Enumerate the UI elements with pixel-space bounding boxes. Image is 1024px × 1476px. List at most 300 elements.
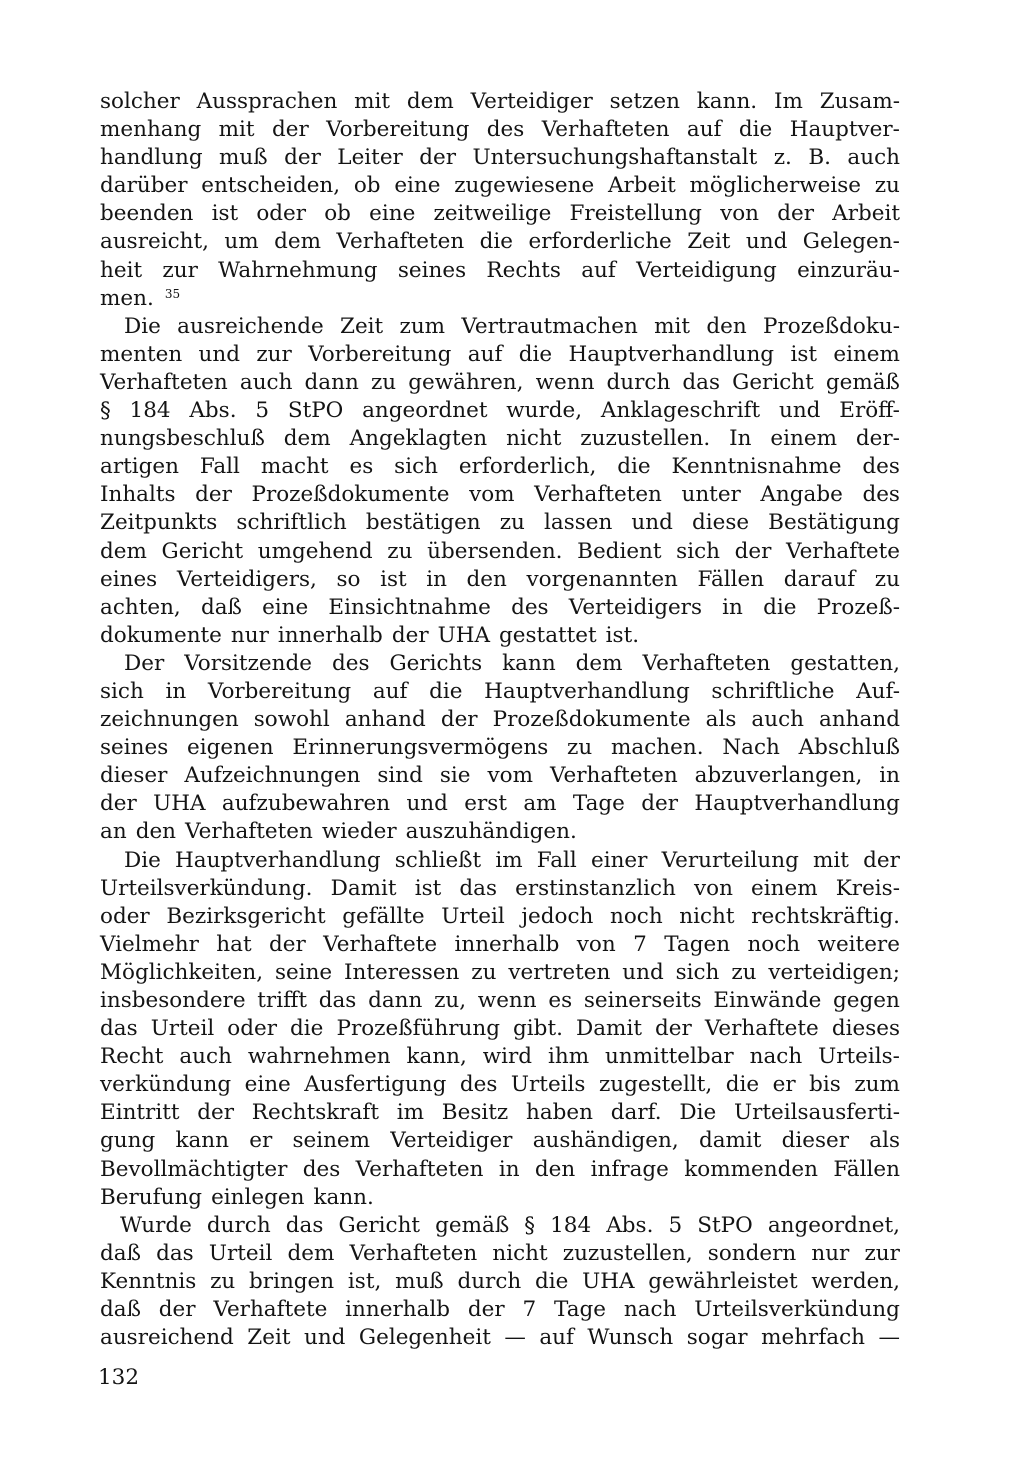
word: Urteil [441, 903, 505, 929]
word: Bestätigung [768, 510, 900, 536]
word: die [518, 341, 553, 367]
word: 5 [668, 1212, 683, 1238]
word: auf [467, 341, 503, 367]
word: erst [464, 791, 507, 817]
word: den [534, 1156, 576, 1182]
text-line [100, 678, 900, 706]
word: weitere [817, 931, 900, 957]
word: eine [369, 201, 416, 227]
word: der [863, 847, 900, 873]
word: er [772, 1072, 796, 1098]
word: sich [394, 454, 438, 480]
word: und [631, 510, 673, 536]
word: wenn [477, 988, 537, 1013]
word: sondern [707, 1240, 797, 1266]
word: Die [124, 847, 161, 873]
text-line [100, 453, 900, 481]
word: achten, [100, 594, 181, 620]
word: einem [833, 341, 900, 367]
word: heit [100, 257, 143, 283]
word: sind [377, 763, 423, 789]
text-line [100, 313, 900, 341]
word: nur [811, 1240, 850, 1266]
word: wird [482, 1044, 533, 1070]
word: Zeit [247, 1325, 291, 1351]
word: Hauptverhandlung [568, 341, 775, 367]
word: werden, [811, 1268, 900, 1294]
text-line [100, 228, 900, 256]
word: Abschluß [798, 735, 900, 761]
word: Verteidigung [636, 257, 777, 283]
word: handlung [100, 145, 203, 171]
word: zu [210, 1268, 236, 1294]
word: der [271, 117, 309, 143]
word: machen. [611, 735, 704, 761]
word: Prozeßdokumente [251, 482, 450, 508]
word: Vertrautmachen [461, 313, 638, 339]
word: StPO [287, 398, 344, 424]
text-line [100, 425, 900, 453]
word: unmittelbar [605, 1044, 734, 1070]
word: der [195, 482, 232, 508]
word: menten [100, 341, 183, 367]
word: daß [100, 1297, 141, 1323]
word: sowohl [253, 707, 330, 733]
word: dieser [100, 763, 168, 789]
text-line [100, 144, 900, 172]
word: dem [100, 538, 147, 564]
word: jedoch [521, 903, 594, 929]
word: StPO [697, 1212, 753, 1238]
text-line [100, 1043, 900, 1071]
word: von [576, 931, 616, 957]
word: ist [414, 875, 442, 901]
word: gestattet [499, 622, 597, 648]
word: kann. [313, 1184, 374, 1210]
text-line [100, 762, 900, 790]
word: rechtskräftig. [751, 903, 900, 929]
word: gegen [833, 988, 900, 1013]
word: den [706, 313, 747, 339]
word: in [498, 1156, 520, 1182]
word: Fällen [697, 566, 765, 592]
word: es [548, 988, 573, 1013]
word: als [705, 707, 737, 733]
word: hat [216, 931, 252, 957]
word: als [869, 1128, 900, 1154]
word: noch [747, 931, 801, 957]
paragraph-1 [100, 88, 900, 313]
word: innerhalb [345, 1297, 451, 1323]
word: bestätigen [365, 510, 481, 536]
word: wieder [321, 819, 397, 845]
word: Verhafteten [642, 650, 771, 676]
word: Wahrnehmung [218, 257, 378, 283]
word: Verhafteten [185, 819, 313, 845]
word: Recht [100, 1044, 164, 1070]
word: zu [874, 173, 900, 199]
word: wenn [535, 369, 595, 395]
word: seines [100, 735, 169, 761]
word: zeichnungen [100, 707, 239, 733]
text-line [100, 538, 900, 566]
word: zum [854, 1072, 900, 1098]
word: zu [387, 538, 413, 564]
word: ist. [605, 622, 640, 648]
text-line [100, 1296, 900, 1324]
word: kann. [696, 89, 758, 114]
word: damit [698, 1128, 762, 1154]
word: zuzustellen. [580, 426, 711, 452]
word: mit [354, 89, 391, 114]
word: gemäß [435, 1212, 510, 1238]
text-line [100, 818, 900, 846]
word: Urteils [510, 1072, 586, 1098]
word: der [641, 791, 679, 817]
word: § [524, 1212, 536, 1238]
word: Hauptverhandlung [694, 791, 900, 817]
word: wurde, [506, 398, 583, 424]
word: Gelegen- [802, 229, 900, 255]
text-line [100, 341, 900, 369]
word: Tagen [664, 931, 731, 957]
word: Gelegenheit [358, 1325, 491, 1351]
word: Kenntnisnahme [671, 454, 842, 480]
word: der [100, 791, 137, 817]
word: zu [874, 566, 900, 592]
word: die [725, 1072, 760, 1098]
word: Abs. [606, 1212, 654, 1238]
word: Prozeßführung [336, 1016, 500, 1042]
word: Prozeßdokumente [492, 707, 691, 733]
word: vom [487, 763, 533, 789]
word: die [738, 117, 773, 143]
word: Gericht [732, 369, 814, 395]
word: Die [124, 313, 161, 339]
word: möglicherweise [689, 173, 861, 199]
text-line [100, 790, 900, 818]
word: im [495, 847, 523, 873]
word: die [534, 1268, 569, 1294]
word: nur [230, 622, 269, 648]
word: macht [260, 454, 329, 480]
word: dem [283, 426, 331, 452]
word: Im [773, 89, 803, 114]
word: gung [100, 1128, 156, 1154]
text-line [100, 931, 900, 959]
word: trifft [257, 988, 307, 1013]
word: am [523, 791, 557, 817]
word: Zeitpunkts [100, 510, 218, 536]
text-line [100, 987, 900, 1015]
word: einlegen [211, 1184, 305, 1210]
word: Gericht [338, 1212, 421, 1238]
word: Hauptver- [789, 117, 900, 143]
word: UHA [153, 791, 206, 817]
word: gewähren, [408, 369, 524, 395]
text-line [100, 734, 900, 762]
word: Berufung [100, 1184, 203, 1210]
word: Auf- [856, 678, 900, 704]
word: Bedient [577, 538, 662, 564]
word: in [879, 763, 900, 789]
word: Verhafteten [349, 1240, 478, 1266]
word: Leiter [337, 145, 403, 171]
word: mit [813, 847, 849, 873]
word: die [290, 1016, 324, 1042]
word: dann [304, 369, 359, 395]
word: verteidigen; [768, 959, 900, 985]
word: nicht [679, 903, 735, 929]
word: ist [790, 341, 817, 367]
word: aufzubewahren [221, 791, 391, 817]
word: Verhaftete [786, 538, 900, 564]
word: Abs. [189, 398, 237, 424]
word: muß [395, 1268, 444, 1294]
word: auch [239, 369, 293, 395]
word: nach [749, 1044, 803, 1070]
word: der [440, 707, 478, 733]
word: zu [731, 959, 757, 985]
word: aushändigen, [532, 1128, 679, 1154]
word: — [878, 1325, 900, 1351]
word: dem [406, 89, 454, 114]
word: gemäß [825, 369, 900, 395]
word: zuzustellen, [562, 1240, 693, 1266]
word: erforderliche [528, 229, 672, 255]
text-line [100, 257, 900, 285]
text-line [100, 903, 900, 931]
word: Nach [722, 735, 780, 761]
word: ihm [547, 1044, 590, 1070]
word: schriftlich [236, 510, 347, 536]
word: seinem [292, 1128, 371, 1154]
word: im [396, 1100, 425, 1126]
word: des [862, 454, 900, 480]
word: die [479, 229, 514, 255]
word: erforderlich, [458, 454, 597, 480]
word: Rechtskraft [251, 1100, 379, 1126]
word: Aufzeichnungen [184, 763, 361, 789]
word: — [504, 1325, 526, 1351]
word: Verteidigers [568, 594, 702, 620]
paragraph-2 [100, 313, 900, 650]
word: der [655, 1016, 692, 1042]
word: mit [218, 117, 255, 143]
word: das [100, 1016, 138, 1042]
word: Rechts [486, 257, 561, 283]
word: oder [100, 903, 150, 929]
word: Tage [554, 1297, 607, 1323]
word: sich [675, 959, 720, 985]
word: schließt [394, 847, 482, 873]
paragraph-3 [100, 650, 900, 847]
word: Wunsch [587, 1325, 674, 1351]
word: daß [100, 1240, 141, 1266]
word: Inhalts [100, 482, 176, 508]
word: UHA [437, 622, 491, 648]
word: Gerichts [389, 650, 483, 676]
word: Arbeit [607, 173, 676, 199]
word: und [198, 341, 240, 367]
word: zur [256, 341, 292, 367]
word: durch [457, 1268, 522, 1294]
word: Eintritt [100, 1100, 180, 1126]
word: diese [691, 510, 750, 536]
word: gefällte [342, 903, 425, 929]
text-line [100, 959, 900, 987]
word: der [284, 145, 321, 171]
word: verkündung [100, 1072, 232, 1098]
word: das [459, 875, 498, 901]
word: das [682, 369, 721, 395]
word: oder [227, 1016, 277, 1042]
word: Möglichkeiten, [100, 959, 264, 985]
word: erstinstanzlich [515, 875, 676, 901]
word: 7 [633, 931, 647, 957]
word: dem [575, 650, 623, 676]
word: dieser [781, 1128, 850, 1154]
word: in [165, 678, 187, 704]
word: einem [770, 426, 837, 452]
word: Hauptverhandlung [175, 847, 381, 873]
word: vom [469, 482, 515, 508]
word: Arbeit [832, 201, 900, 227]
word: Bevollmächtigter [100, 1156, 288, 1182]
word: Damit [576, 1016, 642, 1042]
text-line [100, 116, 900, 144]
word: Wurde [120, 1212, 192, 1238]
word: zugewiesene [454, 173, 595, 199]
word: angeordnet, [767, 1212, 900, 1238]
word: es [349, 454, 374, 480]
word: der- [855, 426, 900, 452]
word: dieses [831, 1016, 900, 1042]
word: Damit [330, 875, 397, 901]
word: artigen [100, 454, 179, 480]
word: dem [274, 229, 321, 255]
text-line [100, 1268, 900, 1296]
word: dokumente [100, 622, 222, 648]
word: und [622, 959, 664, 985]
word: Fall [199, 454, 240, 480]
word: Eröff- [839, 398, 900, 424]
word: gibt. [513, 1016, 563, 1042]
text-line [100, 397, 900, 425]
word: Gericht [161, 538, 244, 564]
word: bringen [249, 1268, 335, 1294]
word: Die [679, 1100, 717, 1126]
body-text [100, 88, 900, 1352]
word: auszuhändigen. [405, 819, 577, 845]
word: einem [751, 875, 818, 901]
word: übersenden. [427, 538, 563, 564]
word: einer [590, 847, 648, 873]
text-line [100, 706, 900, 734]
word: dann [368, 988, 423, 1013]
word: UHA [582, 1268, 635, 1294]
word: das [285, 1212, 324, 1238]
word: auch [751, 707, 804, 733]
word: eine [244, 1072, 291, 1098]
word: zugestellt, [598, 1072, 713, 1098]
word: zu, [434, 988, 467, 1013]
word: Vorsitzende [184, 650, 312, 676]
word: des [511, 594, 549, 620]
word: B. [808, 145, 831, 171]
word: Angabe [760, 482, 843, 508]
word: die [429, 678, 463, 704]
word: Hauptverhandlung [484, 678, 690, 704]
word: muß [219, 145, 268, 171]
word: seine [274, 959, 333, 985]
word: kann [502, 650, 556, 676]
text-line [100, 622, 900, 650]
word: z. [773, 145, 792, 171]
word: 5 [255, 398, 270, 424]
word: und [406, 791, 448, 817]
word: bis [809, 1072, 841, 1098]
word: auf [686, 117, 722, 143]
word: innerhalb [454, 931, 560, 957]
word: des [486, 117, 525, 143]
word: sich [676, 538, 720, 564]
word: Kenntnis [100, 1268, 197, 1294]
word: des [302, 1156, 341, 1182]
word: Verhafteten [336, 229, 465, 255]
word: 7 [522, 1297, 537, 1323]
word: und [745, 229, 788, 255]
word: Zeit [340, 313, 384, 339]
word: unter [681, 482, 741, 508]
word: oder [256, 201, 307, 227]
word: angeordnet [362, 398, 488, 424]
word: einzuräu- [797, 257, 900, 283]
word: des [331, 650, 370, 676]
word: den [135, 819, 177, 845]
paragraph-5 [100, 1212, 900, 1352]
word: lassen [544, 510, 613, 536]
word: beenden [100, 201, 194, 227]
word: ausreicht, [100, 229, 209, 255]
word: Erinnerungsvermögens [292, 735, 549, 761]
text-line [100, 1015, 900, 1043]
text-line [100, 1099, 900, 1127]
word: anhand [344, 707, 426, 733]
text-line [100, 875, 900, 903]
word: ist [380, 566, 407, 592]
word: auf [372, 678, 408, 704]
text-line [100, 369, 900, 397]
word: in [722, 594, 743, 620]
word: Zusam- [819, 89, 900, 114]
word: der [734, 538, 772, 564]
word: er [249, 1128, 273, 1154]
word: und [778, 398, 821, 424]
word: setzen [609, 89, 680, 114]
word: mit [654, 313, 691, 339]
word: durch [606, 369, 671, 395]
word: des [459, 1072, 498, 1098]
word: das [318, 988, 357, 1013]
word: zu [567, 735, 593, 761]
word: auch [847, 145, 900, 171]
word: das [156, 1240, 194, 1266]
word: und [303, 1325, 346, 1351]
word: In [729, 426, 752, 452]
word: noch [609, 903, 663, 929]
word: kann [175, 1128, 229, 1154]
